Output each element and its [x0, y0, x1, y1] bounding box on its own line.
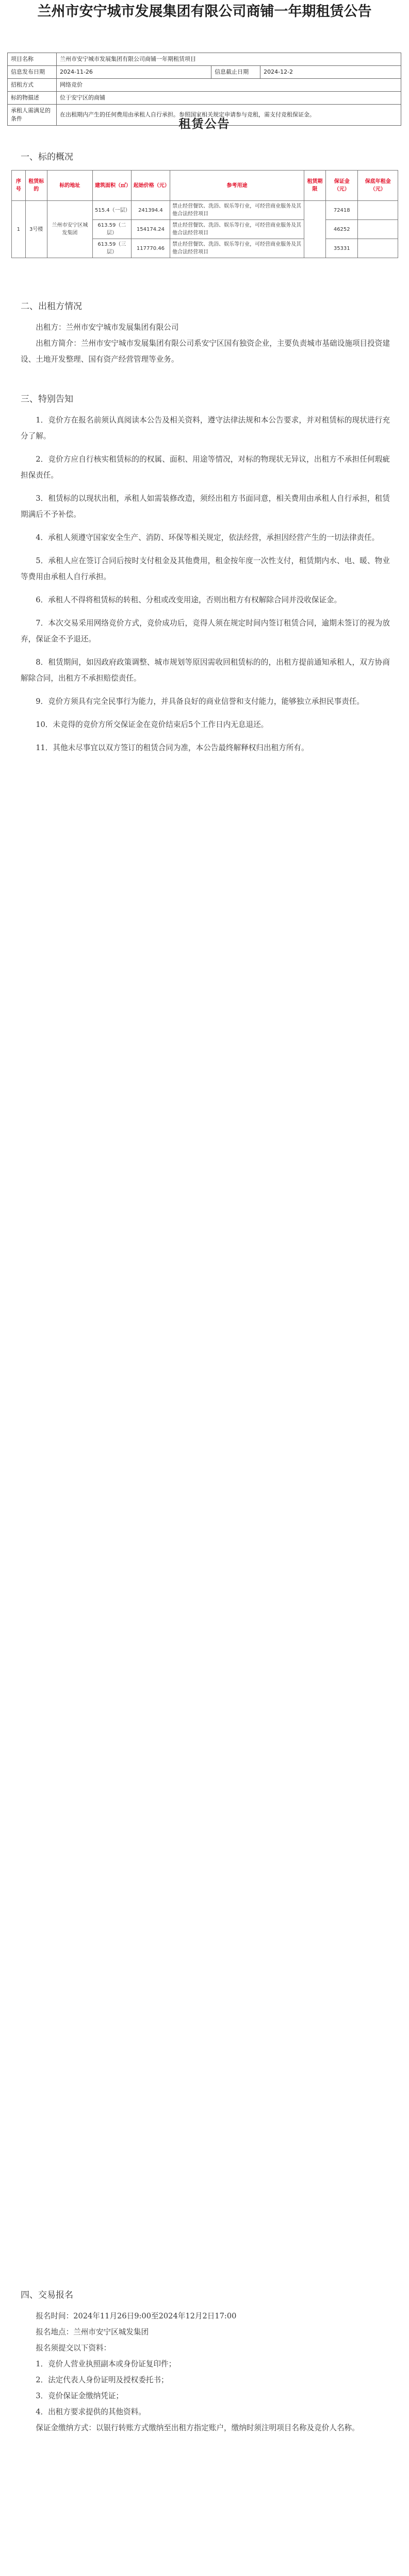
bid-area-cell: 613.59（二层） — [93, 220, 132, 239]
info-value: 2024-12-2 — [260, 66, 401, 79]
notice-item: 2．竞价方应自行核实租赁标的的权属、面积、用途等情况，对标的物现状无异议，出租方不承担任何瑕疵担保责任。 — [21, 455, 390, 480]
lessor-name: 出租方：兰州市安宁城市发展集团有限公司 — [36, 323, 179, 332]
notice-item: 11．其他未尽事宜以双方签订的租赁合同为准，本公告最终解释权归出租方所有。 — [36, 743, 309, 752]
notice-item: 4．承租人须遵守国家安全生产、消防、环保等相关规定，依法经营，承担因经营产生的一切法律责任。 — [36, 533, 380, 542]
bid-term-cell — [304, 201, 325, 258]
section-heading-notices: 三、特别告知 — [21, 394, 73, 404]
registration-doc: 4．出租方要求提供的其他资料。 — [36, 2408, 146, 2416]
notice-item: 9．竞价方须具有完全民事行为能力，并具备良好的商业信誉和支付能力，能够独立承担民事责任。 — [36, 697, 365, 706]
info-label: 项目名称 — [8, 53, 57, 66]
notice-item: 7．本次交易采用网络竞价方式，竞价成功后，竞得人须在规定时间内签订租赁合同，逾期未签订的视为放弃，保证金不予退还。 — [21, 619, 390, 643]
registration-doc: 1．竞价人营业执照副本或身份证复印件； — [36, 2360, 176, 2368]
deposit-info: 保证金缴纳方式：以银行转账方式缴纳至出租方指定账户，缴纳时须注明项目名称及竞价人名称。 — [36, 2424, 359, 2432]
notice-item: 8．租赁期间，如因政府政策调整、城市规划等原因需收回租赁标的的，出租方提前通知承租人，双方协商解除合同，出租方不承担赔偿责任。 — [21, 658, 390, 683]
notices-list — [21, 412, 390, 763]
bid-header-cell: 保证金（元） — [325, 171, 358, 201]
info-value: 2024-11-26 — [57, 66, 211, 79]
bid-price-cell: 241394.4 — [131, 201, 170, 220]
info-row — [8, 53, 401, 66]
notice-item: 3．租赁标的以现状出租，承租人如需装修改造，须经出租方书面同意，相关费用由承租人自行承担，租赁期满后不予补偿。 — [21, 494, 390, 519]
bid-name-cell: 3号楼 — [25, 201, 47, 258]
registration-doc: 2．法定代表人身份证明及授权委托书； — [36, 2376, 169, 2384]
bid-rent-cell — [358, 239, 398, 258]
bid-deposit-cell: 35331 — [325, 239, 358, 258]
notice-item: 1．竞价方在报名前须认真阅读本公告及相关资料，遵守法律法规和本公告要求，并对租赁标的现状进行充分了解。 — [21, 416, 390, 440]
info-label: 信息截止日期 — [211, 66, 260, 79]
info-value: 网络竞价 — [57, 79, 401, 92]
lessor-info — [21, 319, 390, 367]
bid-use-cell: 禁止经营餐饮、洗浴、娱乐等行业，可经营商业服务及其他合法经营项目 — [170, 239, 304, 258]
page-title: 兰州市安宁城市发展集团有限公司商铺一年期租赁公告 — [37, 4, 372, 19]
bid-use-cell: 禁止经营餐饮、洗浴、娱乐等行业，可经营商业服务及其他合法经营项目 — [170, 220, 304, 239]
bid-header-cell: 租赁期限 — [304, 171, 325, 201]
bid-no-cell: 1 — [12, 201, 26, 258]
info-row — [8, 66, 401, 79]
registration-time: 报名时间：2024年11月26日9:00至2024年12月2日17:00 — [36, 2312, 237, 2320]
info-row — [8, 79, 401, 92]
lessor-desc: 出租方简介：兰州市安宁城市发展集团有限公司系安宁区国有独资企业，主要负责城市基础设施项目投资建设、土地开发整理、国有资产经营管理等业务。 — [21, 339, 390, 364]
bid-price-cell: 117770.46 — [131, 239, 170, 258]
bid-price-cell: 154174.24 — [131, 220, 170, 239]
info-value: 兰州市安宁城市发展集团有限公司商铺一年期租赁项目 — [57, 53, 401, 66]
bid-table — [11, 170, 398, 258]
section-heading-overview: 一、标的概况 — [21, 152, 73, 162]
bid-header-cell: 租赁标的 — [25, 171, 47, 201]
notice-item: 10．未竞得的竞价方所交保证金在竞价结束后5个工作日内无息退还。 — [36, 720, 269, 729]
registration-place: 报名地点：兰州市安宁区城发集团 — [36, 2328, 149, 2336]
info-label: 招租方式 — [8, 79, 57, 92]
bid-address-cell: 兰州市安宁区城发集团 — [47, 201, 92, 258]
bid-deposit-cell: 72418 — [325, 201, 358, 220]
registration-docs-title: 报名须提交以下资料： — [36, 2344, 111, 2352]
subtitle: 租赁公告 — [178, 117, 231, 131]
bid-header-cell: 保底年租金（元） — [358, 171, 398, 201]
registration-doc: 3．竞价保证金缴纳凭证； — [36, 2392, 124, 2400]
bid-area-cell: 515.4（一层） — [93, 201, 132, 220]
bid-header-cell: 建筑面积（㎡） — [93, 171, 132, 201]
notice-item: 5．承租人应在签订合同后按时支付租金及其他费用，租金按年度一次性支付，租赁期内水、电、暖、物业等费用由承租人自行承担。 — [21, 556, 390, 581]
notice-item: 6．承租人不得将租赁标的转租、分租或改变用途，否则出租方有权解除合同并没收保证金。 — [36, 596, 342, 604]
registration-info — [21, 2308, 390, 2436]
info-value: 在出租期内产生的任何费用由承租人自行承担。参照国家相关规定申请参与竞租，需支付竞租保证金。 — [57, 105, 401, 126]
bid-header-cell: 序号 — [12, 171, 26, 201]
section-heading-registration: 四、交易报名 — [21, 2290, 73, 2300]
bid-use-cell: 禁止经营餐饮、洗浴、娱乐等行业，可经营商业服务及其他合法经营项目 — [170, 201, 304, 220]
bid-deposit-cell: 46252 — [325, 220, 358, 239]
bid-header-cell: 起始价格（元） — [131, 171, 170, 201]
info-label: 标的物描述 — [8, 92, 57, 105]
bid-row — [12, 201, 398, 220]
bid-rent-cell — [358, 220, 398, 239]
info-label: 信息发布日期 — [8, 66, 57, 79]
bid-header-cell: 标的地址 — [47, 171, 92, 201]
bid-rent-cell — [358, 201, 398, 220]
bid-header-cell: 参考用途 — [170, 171, 304, 201]
section-heading-lessor: 二、出租方情况 — [21, 301, 82, 312]
info-label: 承租人需满足的条件 — [8, 105, 57, 126]
bid-area-cell: 613.59（三层） — [93, 239, 132, 258]
info-row — [8, 92, 401, 105]
info-value: 位于安宁区的商铺 — [57, 92, 401, 105]
